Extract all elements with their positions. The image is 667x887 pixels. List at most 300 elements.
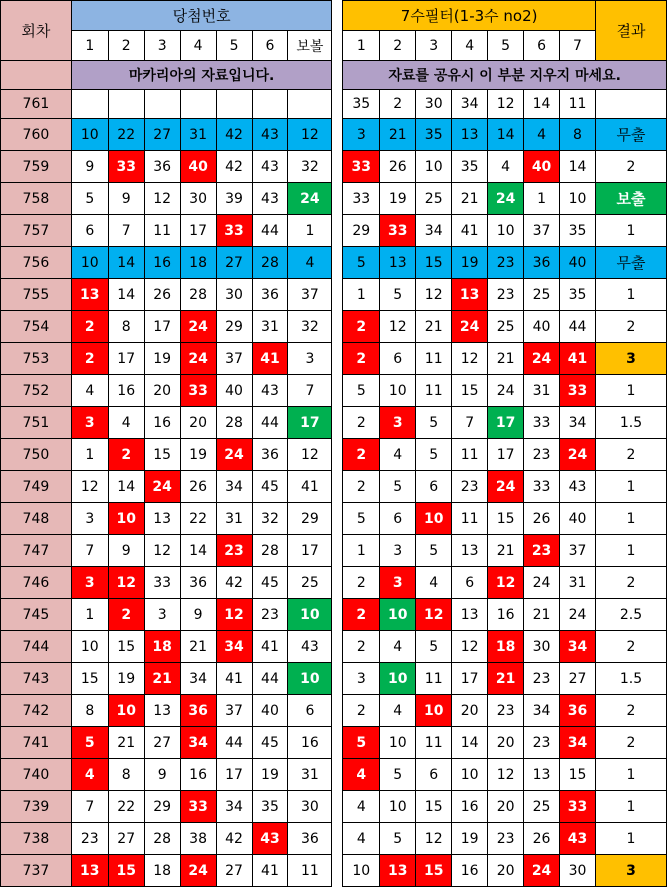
winning-number-cell: 43 <box>252 119 288 151</box>
filter-number-cell: 24 <box>488 375 524 407</box>
filter-number-cell: 26 <box>380 151 416 183</box>
filter-number-cell: 17 <box>488 439 524 471</box>
winning-number-cell: 36 <box>180 567 216 599</box>
filter-number-cell: 34 <box>560 631 596 663</box>
round-cell: 749 <box>1 471 72 503</box>
winning-number-cell: 28 <box>180 279 216 311</box>
winning-number-cell: 28 <box>252 535 288 567</box>
filter-number-cell: 2 <box>343 407 380 439</box>
winning-number-cell: 38 <box>180 823 216 855</box>
winning-number-cell: 9 <box>108 183 144 215</box>
winning-number-cell: 44 <box>252 663 288 695</box>
round-cell: 740 <box>1 759 72 791</box>
round-cell: 753 <box>1 343 72 375</box>
winning-number-cell: 12 <box>71 471 108 503</box>
winning-number-cell: 37 <box>216 695 252 727</box>
winning-number-cell: 43 <box>252 151 288 183</box>
bonus-cell: 10 <box>288 663 332 695</box>
winning-number-cell: 22 <box>180 503 216 535</box>
filter-number-cell: 37 <box>560 535 596 567</box>
filter-number-cell: 5 <box>416 439 452 471</box>
winning-number-cell: 42 <box>216 823 252 855</box>
filter-number-cell: 23 <box>452 471 488 503</box>
winning-number-cell: 43 <box>252 375 288 407</box>
filter-number-cell: 15 <box>416 247 452 279</box>
column-gap <box>332 695 343 727</box>
column-gap <box>332 503 343 535</box>
filter-number-cell: 4 <box>380 631 416 663</box>
result-cell <box>595 90 666 119</box>
filter-number-cell: 44 <box>560 311 596 343</box>
winning-number-cell: 12 <box>216 599 252 631</box>
filter-number-cell: 15 <box>452 375 488 407</box>
winning-number-cell: 9 <box>71 151 108 183</box>
filter-number-cell: 13 <box>452 535 488 567</box>
table-row <box>1 407 667 439</box>
filter-number-cell: 37 <box>524 215 560 247</box>
filter-number-cell: 12 <box>452 631 488 663</box>
filter-number-cell: 5 <box>416 631 452 663</box>
filter-number-cell: 23 <box>488 823 524 855</box>
winning-col-header: 3 <box>144 31 180 61</box>
winning-col-header: 5 <box>216 31 252 61</box>
filter-number-cell: 21 <box>488 343 524 375</box>
bonus-cell: 10 <box>288 599 332 631</box>
filter-number-cell: 11 <box>416 663 452 695</box>
table-row <box>1 535 667 567</box>
winning-number-cell: 15 <box>144 439 180 471</box>
result-cell: 2 <box>595 311 666 343</box>
bonus-cell: 12 <box>288 439 332 471</box>
winning-number-cell: 29 <box>216 311 252 343</box>
filter-number-cell: 41 <box>452 215 488 247</box>
filter-number-cell: 8 <box>560 119 596 151</box>
round-cell: 754 <box>1 311 72 343</box>
winning-number-cell: 9 <box>144 759 180 791</box>
column-gap <box>332 599 343 631</box>
filter-number-cell: 6 <box>380 503 416 535</box>
result-cell: 2 <box>595 567 666 599</box>
filter-number-cell: 3 <box>343 119 380 151</box>
filter-number-cell: 34 <box>416 215 452 247</box>
filter-number-cell: 12 <box>488 90 524 119</box>
column-gap <box>332 535 343 567</box>
filter-number-cell: 16 <box>452 791 488 823</box>
result-cell: 1 <box>595 823 666 855</box>
winning-number-cell: 8 <box>108 311 144 343</box>
winning-number-cell: 1 <box>71 599 108 631</box>
filter-number-cell: 21 <box>488 535 524 567</box>
table-row <box>1 151 667 183</box>
column-gap <box>332 1 343 61</box>
winning-number-cell: 8 <box>108 759 144 791</box>
filter-number-cell: 5 <box>380 279 416 311</box>
winning-number-cell: 24 <box>216 439 252 471</box>
filter-number-cell: 7 <box>452 407 488 439</box>
round-cell: 750 <box>1 439 72 471</box>
winning-col-header: 4 <box>180 31 216 61</box>
winning-number-cell: 34 <box>180 727 216 759</box>
round-cell: 742 <box>1 695 72 727</box>
result-cell: 2 <box>595 631 666 663</box>
filter-number-cell: 10 <box>416 503 452 535</box>
filter-number-cell: 10 <box>380 727 416 759</box>
filter-number-cell: 35 <box>343 90 380 119</box>
filter-number-cell: 33 <box>560 791 596 823</box>
column-gap <box>332 279 343 311</box>
winning-number-cell: 9 <box>108 535 144 567</box>
winning-number-cell: 21 <box>180 631 216 663</box>
filter-col-header: 3 <box>416 31 452 61</box>
filter-number-cell: 15 <box>560 759 596 791</box>
table-row <box>1 599 667 631</box>
column-gap <box>332 823 343 855</box>
filter-number-cell: 1 <box>343 279 380 311</box>
winning-number-cell: 33 <box>108 151 144 183</box>
table-row <box>1 311 667 343</box>
table-row <box>1 663 667 695</box>
table-row <box>1 343 667 375</box>
filter-number-cell: 10 <box>380 599 416 631</box>
winning-number-cell: 3 <box>144 599 180 631</box>
bonus-cell: 16 <box>288 727 332 759</box>
winning-number-cell: 7 <box>108 215 144 247</box>
filter-number-cell: 5 <box>416 535 452 567</box>
filter-number-cell: 10 <box>560 183 596 215</box>
filter-number-cell: 23 <box>524 535 560 567</box>
filter-number-cell: 36 <box>524 247 560 279</box>
winning-number-cell: 33 <box>180 791 216 823</box>
filter-number-cell: 30 <box>560 855 596 887</box>
filter-number-cell: 13 <box>380 247 416 279</box>
filter-number-cell: 13 <box>380 855 416 887</box>
filter-col-header: 4 <box>452 31 488 61</box>
winning-number-cell: 40 <box>180 151 216 183</box>
winning-number-cell: 34 <box>216 471 252 503</box>
result-cell: 2 <box>595 727 666 759</box>
filter-number-cell: 5 <box>343 375 380 407</box>
banner-left: 마카리아의 자료입니다. <box>71 61 332 90</box>
result-cell: 2 <box>595 439 666 471</box>
filter-number-cell: 23 <box>524 439 560 471</box>
winning-number-cell: 18 <box>144 855 180 887</box>
winning-number-cell: 42 <box>216 151 252 183</box>
filter-number-cell: 24 <box>524 567 560 599</box>
filter-number-cell: 12 <box>380 311 416 343</box>
winning-number-cell: 14 <box>108 471 144 503</box>
filter-number-cell: 34 <box>560 727 596 759</box>
winning-number-cell: 11 <box>144 215 180 247</box>
winning-number-cell: 3 <box>71 503 108 535</box>
result-cell: 1.5 <box>595 407 666 439</box>
column-gap <box>332 631 343 663</box>
winning-col-header: 보볼 <box>288 31 332 61</box>
filter-number-cell: 2 <box>343 343 380 375</box>
filter-number-cell: 21 <box>488 663 524 695</box>
round-cell: 760 <box>1 119 72 151</box>
bonus-cell: 1 <box>288 215 332 247</box>
table-row <box>1 759 667 791</box>
winning-number-cell: 14 <box>108 279 144 311</box>
result-cell: 1 <box>595 375 666 407</box>
table-row <box>1 183 667 215</box>
winning-numbers-title: 당첨번호 <box>71 1 332 31</box>
filter-number-cell: 41 <box>560 343 596 375</box>
filter-number-cell: 5 <box>343 503 380 535</box>
winning-number-cell: 14 <box>180 535 216 567</box>
filter-number-cell: 10 <box>343 855 380 887</box>
table-row <box>1 855 667 887</box>
filter-number-cell: 25 <box>524 791 560 823</box>
column-gap <box>332 119 343 151</box>
filter-number-cell: 24 <box>488 183 524 215</box>
result-cell: 1 <box>595 759 666 791</box>
filter-number-cell: 10 <box>416 695 452 727</box>
filter-number-cell: 25 <box>488 311 524 343</box>
winning-number-cell: 16 <box>180 759 216 791</box>
winning-number-cell: 32 <box>252 503 288 535</box>
round-cell: 743 <box>1 663 72 695</box>
column-gap <box>332 663 343 695</box>
winning-number-cell: 4 <box>71 375 108 407</box>
filter-number-cell: 2 <box>343 311 380 343</box>
round-cell: 745 <box>1 599 72 631</box>
filter-number-cell: 30 <box>524 631 560 663</box>
bonus-cell: 29 <box>288 503 332 535</box>
filter-number-cell: 34 <box>452 90 488 119</box>
filter-number-cell: 6 <box>416 471 452 503</box>
filter-col-header: 6 <box>524 31 560 61</box>
filter-number-cell: 33 <box>343 183 380 215</box>
winning-number-cell: 27 <box>108 823 144 855</box>
winning-number-cell: 12 <box>144 535 180 567</box>
winning-number-cell: 15 <box>108 631 144 663</box>
round-cell: 739 <box>1 791 72 823</box>
filter-title: 7수필터(1-3수 no2) <box>343 1 596 31</box>
filter-number-cell: 26 <box>524 503 560 535</box>
filter-number-cell: 5 <box>343 727 380 759</box>
filter-number-cell: 20 <box>488 855 524 887</box>
filter-number-cell: 11 <box>452 503 488 535</box>
banner-right: 자료를 공유시 이 부분 지우지 마세요. <box>343 61 667 90</box>
filter-number-cell: 12 <box>416 599 452 631</box>
filter-col-header: 1 <box>343 31 380 61</box>
filter-number-cell: 15 <box>416 791 452 823</box>
winning-number-cell: 41 <box>216 663 252 695</box>
filter-number-cell: 5 <box>380 823 416 855</box>
table-row <box>1 503 667 535</box>
filter-number-cell: 2 <box>343 567 380 599</box>
filter-col-header: 5 <box>488 31 524 61</box>
filter-number-cell: 6 <box>416 759 452 791</box>
filter-number-cell: 12 <box>488 759 524 791</box>
winning-number-cell: 36 <box>144 151 180 183</box>
filter-number-cell: 14 <box>560 151 596 183</box>
filter-number-cell: 43 <box>560 823 596 855</box>
bonus-cell: 17 <box>288 407 332 439</box>
winning-number-cell: 10 <box>108 503 144 535</box>
filter-number-cell: 4 <box>416 567 452 599</box>
filter-number-cell: 11 <box>416 343 452 375</box>
column-gap <box>332 247 343 279</box>
filter-number-cell: 6 <box>380 343 416 375</box>
filter-number-cell: 3 <box>380 535 416 567</box>
filter-number-cell: 19 <box>452 823 488 855</box>
column-gap <box>332 215 343 247</box>
filter-number-cell: 11 <box>452 439 488 471</box>
winning-number-cell: 22 <box>108 119 144 151</box>
winning-number-cell: 26 <box>180 471 216 503</box>
filter-number-cell: 2 <box>380 90 416 119</box>
filter-number-cell: 2 <box>343 471 380 503</box>
table-row <box>1 695 667 727</box>
winning-number-cell: 17 <box>144 311 180 343</box>
result-cell: 2 <box>595 695 666 727</box>
winning-number-cell: 13 <box>71 279 108 311</box>
winning-number-cell <box>252 90 288 119</box>
winning-number-cell: 27 <box>216 247 252 279</box>
winning-number-cell: 26 <box>144 279 180 311</box>
winning-number-cell: 12 <box>108 567 144 599</box>
filter-number-cell: 12 <box>416 823 452 855</box>
filter-number-cell: 21 <box>524 599 560 631</box>
bonus-cell: 12 <box>288 119 332 151</box>
winning-number-cell: 21 <box>144 663 180 695</box>
filter-number-cell: 11 <box>416 727 452 759</box>
winning-number-cell <box>71 90 108 119</box>
filter-number-cell: 24 <box>524 855 560 887</box>
bonus-cell: 37 <box>288 279 332 311</box>
result-cell: 1 <box>595 503 666 535</box>
filter-number-cell: 24 <box>524 343 560 375</box>
winning-number-cell: 13 <box>144 695 180 727</box>
filter-number-cell: 19 <box>380 183 416 215</box>
filter-number-cell: 23 <box>524 663 560 695</box>
winning-number-cell: 34 <box>216 631 252 663</box>
winning-number-cell: 43 <box>252 823 288 855</box>
winning-number-cell: 42 <box>216 119 252 151</box>
winning-number-cell: 18 <box>180 247 216 279</box>
filter-number-cell: 35 <box>416 119 452 151</box>
winning-number-cell: 5 <box>71 727 108 759</box>
filter-number-cell: 4 <box>343 823 380 855</box>
filter-number-cell: 21 <box>416 311 452 343</box>
winning-number-cell <box>216 90 252 119</box>
filter-number-cell: 16 <box>488 599 524 631</box>
filter-number-cell: 40 <box>524 311 560 343</box>
winning-number-cell: 14 <box>108 247 144 279</box>
table-row <box>1 375 667 407</box>
filter-number-cell: 26 <box>524 823 560 855</box>
result-cell: 무출 <box>595 247 666 279</box>
bonus-cell: 4 <box>288 247 332 279</box>
winning-number-cell: 13 <box>71 855 108 887</box>
table-row <box>1 471 667 503</box>
winning-number-cell: 18 <box>144 631 180 663</box>
filter-number-cell: 35 <box>452 151 488 183</box>
table-row <box>1 215 667 247</box>
table-row <box>1 727 667 759</box>
filter-number-cell: 40 <box>524 151 560 183</box>
filter-number-cell: 34 <box>524 695 560 727</box>
filter-number-cell: 24 <box>560 599 596 631</box>
result-cell: 보출 <box>595 183 666 215</box>
bonus-cell: 11 <box>288 855 332 887</box>
filter-number-cell: 1 <box>524 183 560 215</box>
bonus-cell: 6 <box>288 695 332 727</box>
bonus-cell: 41 <box>288 471 332 503</box>
winning-number-cell <box>180 90 216 119</box>
filter-number-cell: 5 <box>380 759 416 791</box>
filter-number-cell: 10 <box>380 791 416 823</box>
filter-number-cell: 27 <box>560 663 596 695</box>
round-header: 회차 <box>1 1 72 61</box>
winning-number-cell: 2 <box>108 439 144 471</box>
table-row <box>1 90 667 119</box>
table-row <box>1 791 667 823</box>
filter-number-cell: 24 <box>488 471 524 503</box>
winning-col-header: 6 <box>252 31 288 61</box>
winning-number-cell: 41 <box>252 343 288 375</box>
filter-number-cell: 33 <box>524 471 560 503</box>
winning-number-cell: 30 <box>216 279 252 311</box>
winning-number-cell: 5 <box>71 183 108 215</box>
winning-number-cell: 17 <box>216 759 252 791</box>
winning-number-cell: 16 <box>144 247 180 279</box>
filter-number-cell: 35 <box>560 279 596 311</box>
round-cell: 758 <box>1 183 72 215</box>
filter-number-cell: 13 <box>452 599 488 631</box>
winning-number-cell: 10 <box>71 631 108 663</box>
filter-number-cell: 3 <box>343 663 380 695</box>
winning-number-cell: 2 <box>71 311 108 343</box>
filter-number-cell: 11 <box>416 375 452 407</box>
filter-number-cell: 5 <box>380 471 416 503</box>
bonus-cell: 32 <box>288 311 332 343</box>
winning-number-cell: 4 <box>71 759 108 791</box>
filter-number-cell: 4 <box>488 151 524 183</box>
filter-number-cell: 5 <box>416 407 452 439</box>
winning-number-cell: 36 <box>252 439 288 471</box>
winning-number-cell: 28 <box>216 407 252 439</box>
filter-number-cell: 17 <box>452 663 488 695</box>
filter-number-cell: 31 <box>524 375 560 407</box>
winning-number-cell: 1 <box>71 439 108 471</box>
filter-number-cell: 35 <box>560 215 596 247</box>
winning-number-cell: 17 <box>108 343 144 375</box>
filter-number-cell: 17 <box>488 407 524 439</box>
filter-number-cell: 15 <box>488 503 524 535</box>
table-row <box>1 279 667 311</box>
column-gap <box>332 375 343 407</box>
filter-number-cell: 4 <box>343 759 380 791</box>
winning-number-cell: 44 <box>252 215 288 247</box>
filter-number-cell: 10 <box>488 215 524 247</box>
winning-number-cell: 43 <box>252 183 288 215</box>
bonus-cell: 17 <box>288 535 332 567</box>
filter-number-cell: 10 <box>380 663 416 695</box>
column-gap <box>332 727 343 759</box>
column-gap <box>332 471 343 503</box>
filter-number-cell: 24 <box>452 311 488 343</box>
filter-number-cell: 14 <box>488 119 524 151</box>
winning-number-cell: 21 <box>108 727 144 759</box>
table-row <box>1 439 667 471</box>
winning-number-cell: 24 <box>144 471 180 503</box>
winning-number-cell: 10 <box>71 247 108 279</box>
winning-number-cell: 10 <box>108 695 144 727</box>
banner-round-cell <box>1 61 72 90</box>
